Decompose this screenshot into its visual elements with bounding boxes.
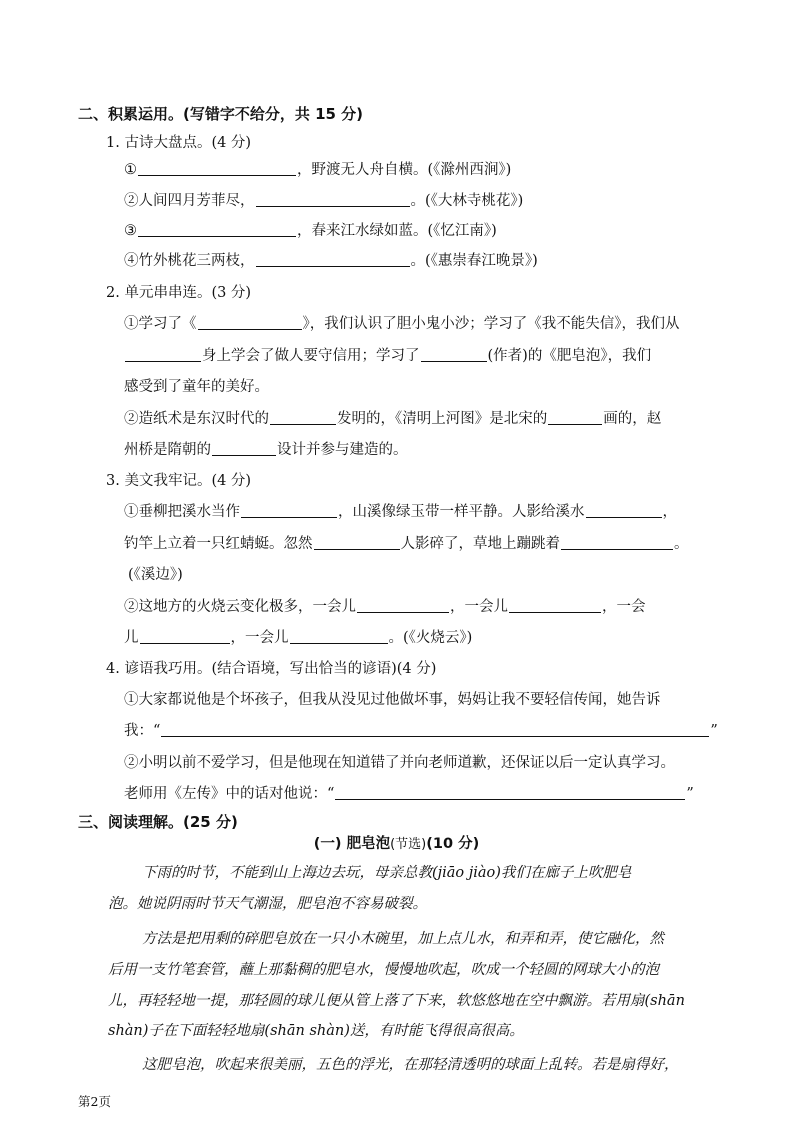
q2-text: (作者)的《肥皂泡》，我们 xyxy=(487,348,652,364)
passage-note: (节选) xyxy=(390,837,427,852)
passage-title: (一) 肥皂泡 xyxy=(313,836,391,852)
q2-text: 州桥是隋朝的 xyxy=(124,442,211,458)
answer-blank[interactable] xyxy=(335,785,685,800)
passage-score: (10 分) xyxy=(426,836,480,852)
q1-line-1 xyxy=(124,158,511,179)
q4-text: 老师用《左传》中的话对他说：“ xyxy=(124,786,335,802)
answer-blank[interactable] xyxy=(256,192,410,207)
q4-para-1-line-2 xyxy=(124,719,718,740)
answer-blank[interactable] xyxy=(270,410,336,425)
answer-blank[interactable] xyxy=(586,503,662,518)
q2-text: ①学习了《 xyxy=(124,316,197,332)
q3-text: ，一会儿 xyxy=(450,599,508,615)
q1-l1-text: ，野渡无人舟自横。(《滁州西涧》) xyxy=(297,162,512,178)
q3-text: ，山溪像绿玉带一样平静。人影给溪水 xyxy=(338,504,585,520)
answer-blank[interactable] xyxy=(198,315,302,330)
q1-line-2 xyxy=(124,189,523,210)
q3-text: ②这地方的火烧云变化极多，一会儿 xyxy=(124,599,356,615)
q3-text: 。 xyxy=(674,536,689,552)
q3-text: ，一会儿 xyxy=(230,630,289,646)
section-2-title: 二、积累运用。(写错字不给分，共 15 分) xyxy=(78,105,364,123)
q4-para-2-line-2 xyxy=(124,782,694,803)
answer-blank[interactable] xyxy=(256,252,410,267)
q1-l3-prefix: ③ xyxy=(124,223,137,239)
answer-blank[interactable] xyxy=(561,535,673,550)
q3-text: 钓竿上立着一只红蜻蜓。忽然 xyxy=(124,536,313,552)
q4-para-2-line-1: ②小明以前不爱学习，但是他现在知道错了并向老师道歉，还保证以后一定认真学习。 xyxy=(124,755,675,771)
q3-para-1-line-1 xyxy=(124,500,677,521)
passage-line-6: shàn)子在下面轻轻地扇(shān shàn)送，有时能飞得很高很高。 xyxy=(108,1023,524,1039)
section-3-title: 三、阅读理解。(25 分) xyxy=(78,813,238,831)
passage-line-7: 这肥皂泡，吹起来很美丽，五色的浮光，在那轻清透明的球面上乱转。若是扇得好， xyxy=(142,1057,679,1073)
q3-text: ①垂柳把溪水当作 xyxy=(124,504,240,520)
q1-l4-text: ④竹外桃花三两枝， xyxy=(124,253,255,269)
q4-para-1-line-1: ①大家都说他是个坏孩子，但我从没见过他做坏事，妈妈让我不要轻信传闻，她告诉 xyxy=(124,692,661,708)
answer-blank[interactable] xyxy=(357,598,449,613)
answer-blank[interactable] xyxy=(241,503,337,518)
passage-line-5: 儿，再轻轻地一提，那轻圆的球儿便从管上落了下来，软悠悠地在空中飘游。若用扇(shān xyxy=(108,993,685,1009)
q1-l4-suffix: 。(《惠崇春江晚景》) xyxy=(410,253,538,269)
q4-text: ” xyxy=(686,786,694,802)
q1-title: 1. 古诗大盘点。(4 分) xyxy=(106,135,252,151)
q3-text: 。(《火烧云》) xyxy=(388,630,473,646)
passage-title-row xyxy=(0,832,793,853)
q1-l2-suffix: 。(《大林寺桃花》) xyxy=(410,193,524,209)
answer-blank[interactable] xyxy=(314,535,400,550)
answer-blank[interactable] xyxy=(138,222,296,237)
q3-text: 儿 xyxy=(124,630,139,646)
q1-line-4 xyxy=(124,249,538,270)
q3-source-1: (《溪边》) xyxy=(128,567,183,583)
q2-text: 身上学会了做人要守信用；学习了 xyxy=(202,348,420,364)
q3-text: ，一会 xyxy=(602,599,646,615)
q2-text: 设计并参与建造的。 xyxy=(277,442,408,458)
passage-line-2: 泡。她说阴雨时节天气潮湿，肥皂泡不容易破裂。 xyxy=(108,896,427,912)
page-number: 第2页 xyxy=(78,1094,111,1109)
answer-blank[interactable] xyxy=(161,722,709,737)
q3-text: 人影碎了，草地上蹦跳着 xyxy=(400,536,560,552)
q2-text: 画的，赵 xyxy=(603,411,662,427)
q4-title: 4. 谚语我巧用。(结合语境，写出恰当的谚语)(4 分) xyxy=(106,661,437,677)
passage-line-1: 下雨的时节，不能到山上海边去玩，母亲总教(jiāo jiào)我们在廊子上吹肥皂 xyxy=(142,865,632,881)
q2-para-1-line-1 xyxy=(124,312,680,333)
passage-line-4: 后用一支竹笔套管，蘸上那黏稠的肥皂水，慢慢地吹起，吹成一个轻圆的网球大小的泡 xyxy=(108,962,659,978)
q2-para-2-line-2 xyxy=(124,438,408,459)
q3-para-2-line-1 xyxy=(124,595,646,616)
q4-text: 我：“ xyxy=(124,723,161,739)
answer-blank[interactable] xyxy=(290,629,388,644)
q4-text: ” xyxy=(710,723,718,739)
q3-para-1-line-2 xyxy=(124,532,689,553)
q1-l1-prefix: ① xyxy=(124,162,137,178)
q1-l2-text: ②人间四月芳菲尽， xyxy=(124,193,255,209)
answer-blank[interactable] xyxy=(548,410,602,425)
passage-line-3: 方法是把用剩的碎肥皂放在一只小木碗里，加上点儿水，和弄和弄，使它融化，然 xyxy=(142,931,664,947)
answer-blank[interactable] xyxy=(140,629,230,644)
q1-l3-text: ，春来江水绿如蓝。(《忆江南》) xyxy=(297,223,497,239)
q2-text: 》，我们认识了胆小鬼小沙；学习了《我不能失信》，我们从 xyxy=(302,316,680,332)
q2-text: ②造纸术是东汉时代的 xyxy=(124,411,269,427)
answer-blank[interactable] xyxy=(125,347,201,362)
q2-para-1-line-3: 感受到了童年的美好。 xyxy=(124,379,269,395)
q2-para-1-line-2 xyxy=(124,344,651,365)
q1-line-3 xyxy=(124,219,497,240)
q2-para-2-line-1 xyxy=(124,407,661,428)
q3-text: ， xyxy=(662,504,677,520)
q3-para-2-line-2 xyxy=(124,626,472,647)
q2-title: 2. 单元串串连。(3 分) xyxy=(106,285,252,301)
answer-blank[interactable] xyxy=(509,598,601,613)
answer-blank[interactable] xyxy=(421,347,487,362)
q2-text: 发明的，《清明上河图》是北宋的 xyxy=(337,411,548,427)
answer-blank[interactable] xyxy=(212,441,276,456)
answer-blank[interactable] xyxy=(138,161,296,176)
q3-title: 3. 美文我牢记。(4 分) xyxy=(106,473,252,489)
